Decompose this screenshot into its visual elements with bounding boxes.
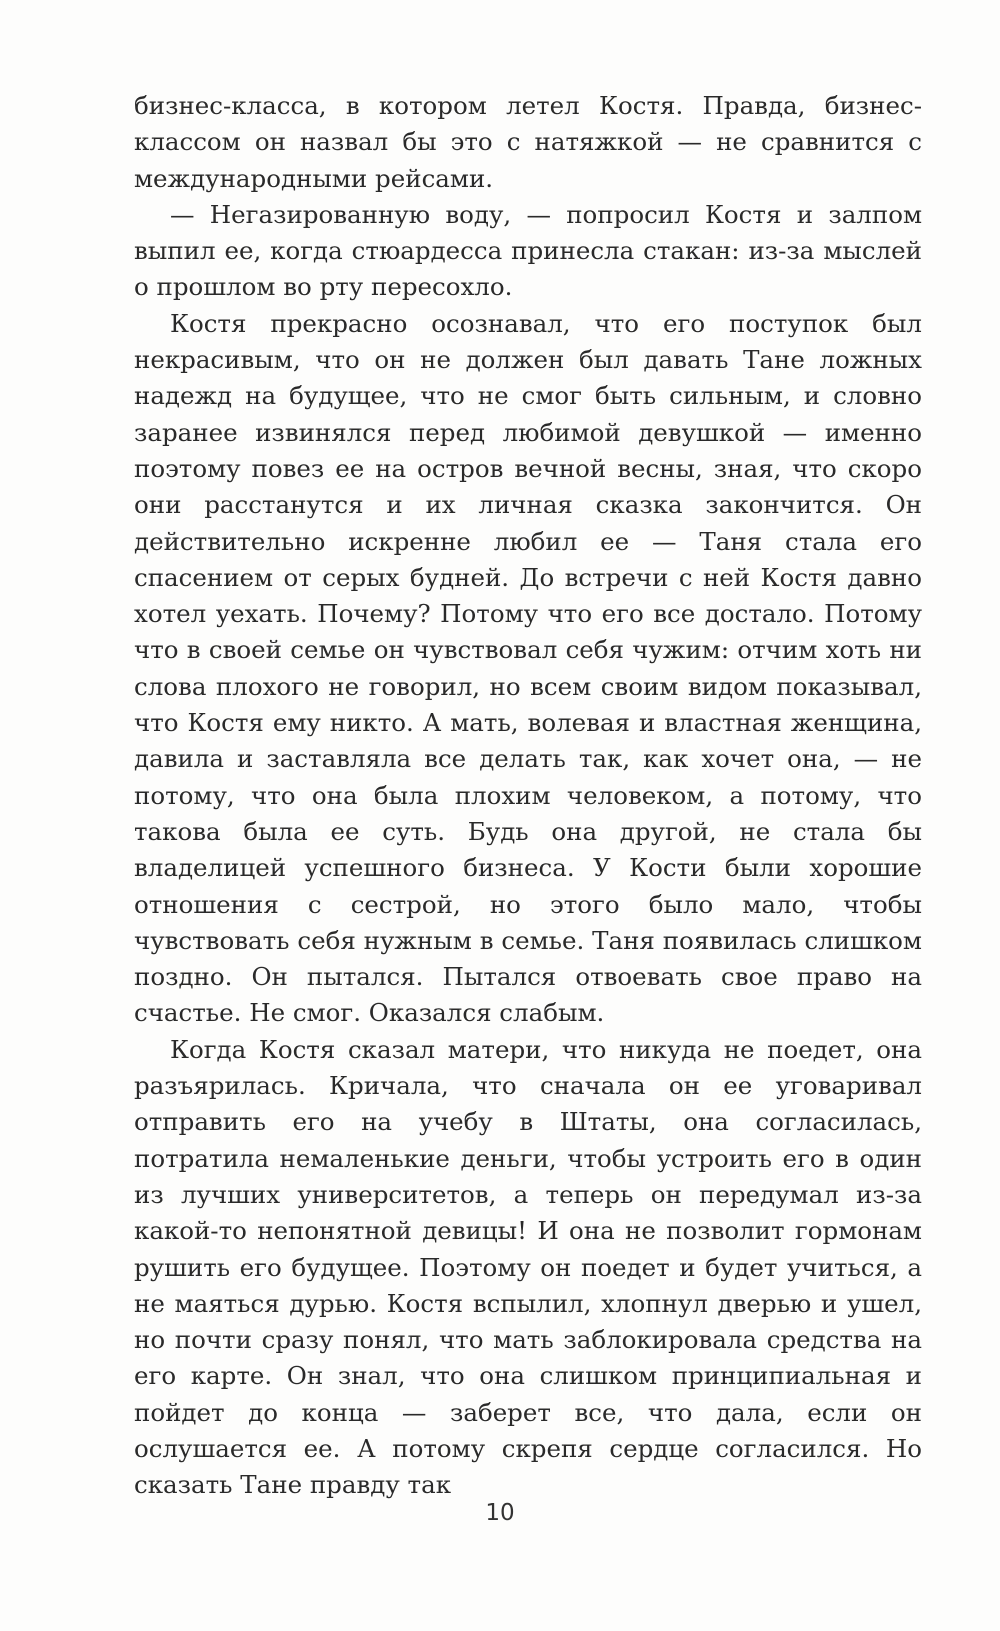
paragraph-dialogue: — Негазированную воду, — попросил Костя и залпом выпил ее, когда стюардесса принесла стакан: из-за мыслей о прошлом во рту пересохло. [134,199,922,302]
page-number: 10 [485,1500,515,1526]
body-text [134,88,922,1504]
paragraph-reflection: Костя прекрасно осознавал, что его поступок был некрасивым, что он не должен был давать Тане ложных надежд на будущее, что не смог быть сильным, и словно заранее извинялся перед любимой девушкой — именно поэтому повез ее на остров вечной весны, зная, что скоро они расстанутся и их личная сказка закончится. Он действительно искренне любил ее — Таня стала его спасением от серых будней. До встречи с ней Костя давно хотел уехать. Почему? Потому что его все достало. Потому что в своей семье он чувствовал себя чужим: отчим хоть ни слова плохого не говорил, но всем своим видом показывал, что Костя ему никто. А мать, волевая и властная женщина, давила и заставляла все делать так, как хочет она, — не потому, что она была плохим человеком, а потому, что такова была ее суть. Будь она другой, не стала бы владелицей успешного бизнеса. У Кости были хорошие отношения с сестрой, но этого было мало, чтобы чувствовать себя нужным в семье. Таня появилась слишком поздно. Он пытался. Пытался отвоевать свое право на счастье. Не смог. Оказался слабым. [134,308,922,1028]
paragraph-mother-conflict: Когда Костя сказал матери, что никуда не поедет, она разъярилась. Кричала, что сначала он ее уговаривал отправить его на учебу в Штаты, она согласилась, потратила немаленькие деньги, чтобы устроить его в один из лучших университетов, а теперь он передумал из-за какой-то непонятной девицы! И она не позволит гормонам рушить его будущее. Поэтому он поедет и будет учиться, а не маяться дурью. Костя вспылил, хлопнул дверью и ушел, но почти сразу понял, что мать заблокировала средства на его карте. Он знал, что она слишком принципиальная и пойдет до конца — заберет все, что дала, если он ослушается ее. А потому скрепя сердце согласился. Но сказать Тане правду так [134,1034,922,1500]
paragraph-continuation: бизнес-класса, в котором летел Костя. Правда, бизнес-классом он назвал бы это с натяжкой — не сравнится с международными рейсами. [134,91,922,193]
